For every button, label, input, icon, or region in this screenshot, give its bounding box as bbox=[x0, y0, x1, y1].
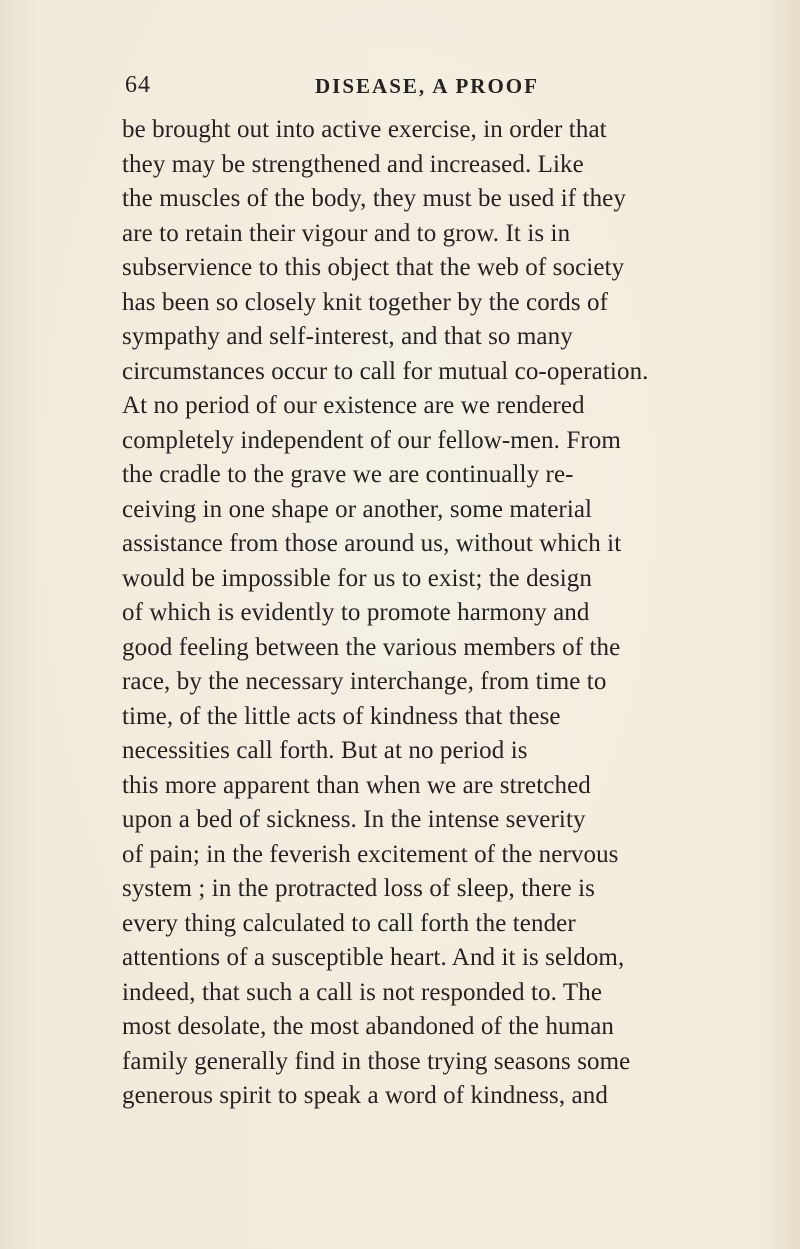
text-line: ceiving in one shape or another, some material bbox=[122, 495, 593, 523]
page-number: 64 bbox=[125, 72, 151, 98]
text-line: would be impossible for us to exist; the design bbox=[122, 564, 592, 592]
page-header bbox=[125, 72, 645, 108]
text-line: this more apparent than when we are stretched bbox=[122, 771, 591, 799]
text-line: sympathy and self-interest, and that so many bbox=[122, 323, 573, 350]
text-line: At no period of our existence are we rendered bbox=[122, 392, 585, 419]
text-line: most desolate, the most abandoned of the human bbox=[122, 1013, 614, 1040]
text-line: completely independent of our fellow-men. From bbox=[122, 426, 621, 454]
text-line: necessities call forth. But at no period is bbox=[122, 737, 528, 764]
text-line: indeed, that such a call is not responded to. The bbox=[122, 978, 603, 1006]
text-line: time, of the little acts of kindness that these bbox=[122, 702, 561, 730]
running-title: DISEASE, A PROOF bbox=[315, 74, 539, 98]
text-line: assistance from those around us, without which it bbox=[122, 530, 622, 557]
text-line: the cradle to the grave we are continually re- bbox=[122, 461, 574, 488]
text-line: every thing calculated to call forth the tender bbox=[122, 909, 576, 937]
text-line: they may be strengthened and increased. Like bbox=[122, 150, 584, 178]
text-line: has been so closely knit together by the cords of bbox=[122, 288, 609, 316]
text-line: the muscles of the body, they must be used if they bbox=[122, 185, 626, 212]
body-text bbox=[122, 113, 782, 1114]
text-line: are to retain their vigour and to grow. It is in bbox=[122, 219, 571, 247]
text-line: subservience to this object that the web of society bbox=[122, 254, 625, 281]
text-line: race, by the necessary interchange, from time to bbox=[122, 668, 607, 695]
text-line: good feeling between the various members of the bbox=[122, 633, 621, 661]
text-line: family generally find in those trying seasons some bbox=[122, 1047, 631, 1075]
text-line: generous spirit to speak a word of kindness, and bbox=[122, 1082, 608, 1109]
text-line: circumstances occur to call for mutual co-operation. bbox=[122, 357, 649, 385]
text-line: attentions of a susceptible heart. And it is seldom, bbox=[122, 944, 625, 971]
text-line: system ; in the protracted loss of sleep, there is bbox=[122, 875, 595, 902]
text-line: of which is evidently to promote harmony and bbox=[122, 599, 590, 626]
text-line: of pain; in the feverish excitement of the nervous bbox=[122, 840, 619, 868]
text-line: upon a bed of sickness. In the intense severity bbox=[122, 806, 586, 833]
text-line: be brought out into active exercise, in order that bbox=[122, 116, 607, 143]
